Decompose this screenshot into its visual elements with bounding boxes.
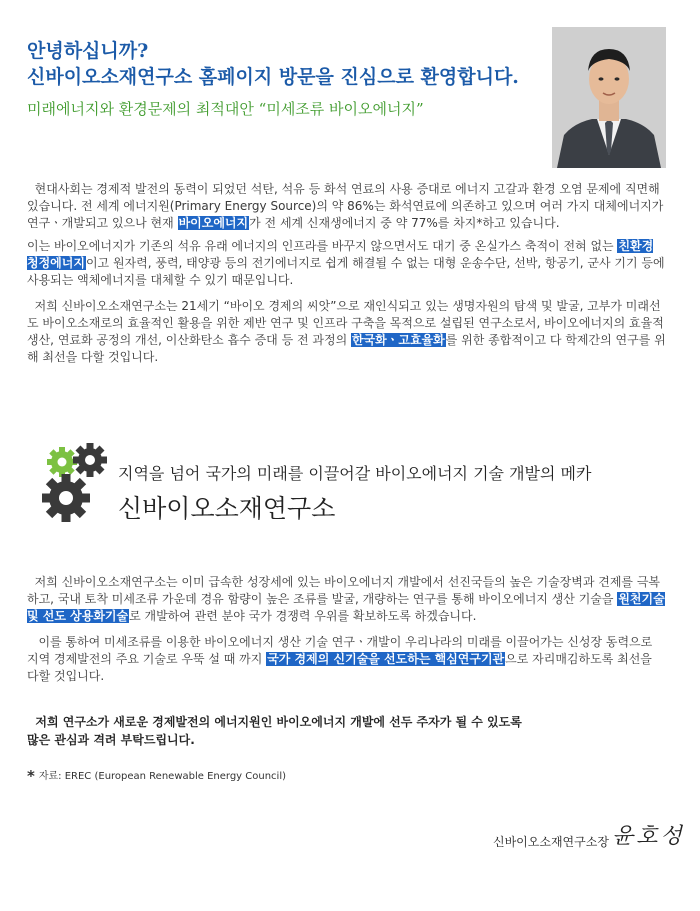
intro-p3-text: 저희 신바이오소재연구소는 21세기 “바이오 경제의 씨앗”으로 재인식되고 있는 생명자원의 탐색 및 발굴, 고부가 미래선도 바이오소재로의 효율적인 활용을 위한 제반 연구 및 인프라 구축을 목적으로 설립된 연구소로서, 바이오에너지의 효율적 생산, 연료화 공정의 개선, 이산화탄소 흡수 증대 등 전 과정의 bbox=[27, 299, 664, 347]
highlight-localization: 한국화ㆍ고효율화 bbox=[351, 333, 445, 347]
highlight-core-technology: 원천기술 및 선도 상용화기술 bbox=[27, 592, 665, 623]
portrait-image bbox=[552, 27, 666, 168]
body-p1-text: 저희 신바이오소재연구소는 이미 급속한 성장세에 있는 바이오에너지 개발에서 선진국들의 높은 기술장벽과 견제를 극복하고, 국내 토착 미세조류 가운데 경유 함량이 높은 조류를 발굴, 개량하는 연구를 통해 바이오에너지 생산 기술을 bbox=[27, 575, 661, 606]
closing-line-1: 저희 연구소가 새로운 경제발전의 에너지원인 바이오에너지 개발에 선두 주자가 될 수 있도록 bbox=[35, 715, 522, 729]
greeting-title: 안녕하십니까? bbox=[27, 40, 149, 62]
body-p2-text: 이를 통하여 미세조류를 이용한 바이오에너지 생산 기술 연구ㆍ개발이 우리나라의 미래를 이끌어가는 신성장 동력으로 지역 경제발전의 주요 기술로 우뚝 설 때 까지 bbox=[27, 635, 653, 666]
body-paragraph-2 bbox=[27, 634, 667, 685]
intro-p1-text: 현대사회는 경제적 발전의 동력이 되었던 석탄, 석유 등 화석 연료의 사용 증대로 에너지 고갈과 환경 오염 문제에 직면해 있습니다. 전 세계 에너지원(Primary Energy Source)의 약 86%는 화석연료에 의존하고 있으며 여러 가지 대체에너지가 연구ㆍ개발되고 있으나 현재 bbox=[27, 182, 664, 230]
intro-paragraph-1 bbox=[27, 181, 667, 232]
gears-icon bbox=[40, 442, 126, 528]
source-text: 자료: EREC (European Renewable Energy Council) bbox=[38, 771, 287, 782]
signature-name: 윤호성 bbox=[612, 824, 685, 849]
section-title-tagline: 지역을 넘어 국가의 미래를 이끌어갈 바이오에너지 기술 개발의 메카 bbox=[118, 464, 592, 483]
intro-paragraph-3 bbox=[27, 298, 667, 366]
intro-p2-text: 이는 바이오에너지가 기존의 석유 유래 에너지의 인프라를 바꾸지 않으면서도 대기 중 온실가스 축적이 전혀 없는 bbox=[27, 239, 618, 253]
body-paragraph-1 bbox=[27, 574, 667, 625]
section-title-institute: 신바이오소재연구소 bbox=[118, 494, 336, 523]
highlight-clean-energy: 친환경 청정에너지 bbox=[27, 239, 654, 270]
intro-p2-text-end: 이고 원자력, 풍력, 태양광 등의 전기에너지로 쉽게 해결될 수 없는 대형 운송수단, 선박, 항공기, 군사 기기 등에 사용되는 액체에너지를 대체할 수 있기 때문입니다. bbox=[27, 256, 665, 287]
director-portrait bbox=[552, 27, 666, 168]
greeting-tagline: 미래에너지와 환경문제의 최적대안 “미세조류 바이오에너지” bbox=[27, 100, 424, 118]
intro-p3-text-end: 를 위한 종합적이고 다 학제간의 연구를 위해 최선을 다할 것입니다. bbox=[27, 333, 666, 364]
closing-message bbox=[27, 713, 522, 749]
greeting-welcome: 신바이오소재연구소 홈페이지 방문을 진심으로 환영합니다. bbox=[27, 66, 519, 88]
intro-paragraph-2 bbox=[27, 238, 667, 289]
intro-p1-text-end: 가 전 세계 신재생에너지 중 약 77%를 차지*하고 있습니다. bbox=[249, 216, 560, 230]
signature-title: 신바이오소재연구소장 bbox=[493, 835, 609, 849]
body-p2-text-end: 으로 자리매김하도록 최선을 다할 것입니다. bbox=[27, 652, 652, 683]
source-note bbox=[27, 767, 286, 785]
highlight-key-institute: 국가 경제의 신기술을 선도하는 핵심연구기관 bbox=[267, 652, 505, 666]
closing-line-2: 많은 관심과 격려 부탁드립니다. bbox=[27, 733, 195, 747]
body-p1-text-end: 로 개발하여 관련 분야 국가 경쟁력 우위를 확보하도록 하겠습니다. bbox=[129, 609, 477, 623]
asterisk-icon: * bbox=[27, 767, 35, 785]
highlight-bioenergy: 바이오에너지 bbox=[178, 216, 249, 230]
